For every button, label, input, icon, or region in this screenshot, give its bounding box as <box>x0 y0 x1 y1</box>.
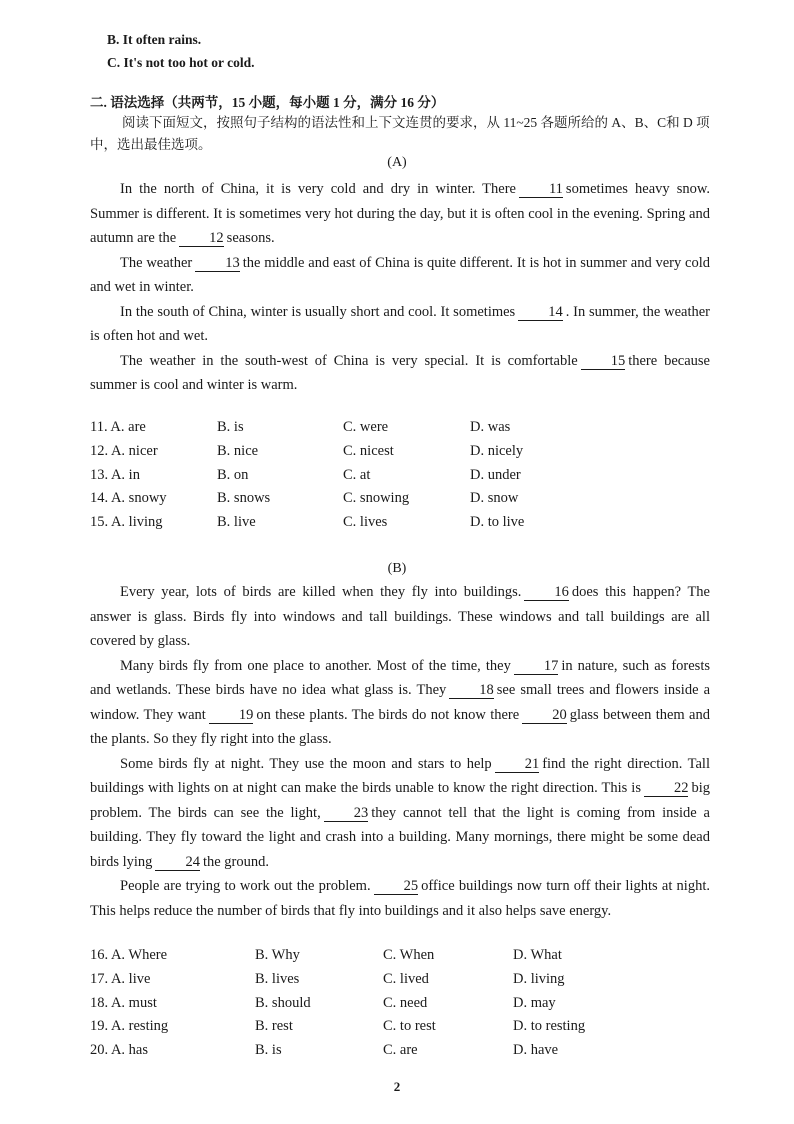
page-number: 2 <box>393 1079 401 1094</box>
passage-a-label: (A) <box>387 155 407 170</box>
passage-b-paragraph-2: Many birds fly from one place to another. Most of the time, they 17 in nature, such as forests and wetlands. These birds have no idea what glass is. They 18 see small trees and flowers inside a window. They want 19 on these plants. The birds do not know there 20 glass between them and the plants. So they fly right into the glass. <box>90 657 711 747</box>
option-a[interactable]: 14. A. snowy <box>90 490 167 507</box>
passage-a-paragraph-1: In the north of China, it is very cold and dry in winter. There 11 sometimes heavy snow. Summer is different. It is sometimes very hot during the day, but it is often cool in the evening. Spring and autumn are the 12 seasons. <box>90 181 710 246</box>
option-d[interactable]: D. have <box>513 1042 559 1059</box>
blank-15: 15 <box>581 353 626 370</box>
question-row <box>90 416 524 440</box>
option-b[interactable]: B. nice <box>217 442 259 459</box>
option-c[interactable]: C. need <box>383 994 428 1011</box>
passage-b-options <box>90 944 585 1063</box>
option-a[interactable]: 18. A. must <box>90 994 157 1011</box>
option-c[interactable]: C. snowing <box>343 490 410 507</box>
option-d[interactable]: D. may <box>513 994 556 1011</box>
blank-14: 14 <box>518 304 563 321</box>
passage-a-paragraph-3: In the south of China, winter is usually short and cool. It sometimes 14 . In summer, the weather is often hot and wet. <box>90 303 710 344</box>
option-d[interactable]: D. to resting <box>513 1018 586 1035</box>
option-c[interactable]: C. were <box>343 419 389 435</box>
option-d[interactable]: D. snow <box>470 490 519 507</box>
option-d[interactable]: D. under <box>470 466 521 483</box>
question-row <box>90 968 585 992</box>
blank-22: 22 <box>644 780 689 797</box>
option-b[interactable]: B. live <box>217 514 256 531</box>
blank-11: 11 <box>519 181 563 198</box>
option-d[interactable]: D. What <box>513 947 562 963</box>
option-b[interactable]: B. snows <box>217 490 271 507</box>
option-b[interactable]: B. on <box>217 466 249 483</box>
passage-a-options <box>90 416 524 535</box>
option-b[interactable]: B. lives <box>255 970 300 987</box>
option-c[interactable]: C. lived <box>383 970 429 987</box>
option-a[interactable]: 16. A. Where <box>90 947 168 963</box>
option-c: C. It's not too hot or cold. <box>107 55 255 70</box>
question-row <box>90 511 524 535</box>
blank-12: 12 <box>179 230 224 247</box>
option-b[interactable]: B. is <box>255 1042 282 1059</box>
option-c[interactable]: C. When <box>383 947 435 963</box>
option-a[interactable]: 20. A. has <box>90 1042 148 1059</box>
option-d[interactable]: D. nicely <box>470 442 524 459</box>
passage-b-paragraph-3: Some birds fly at night. They use the moon and stars to help 21 find the right direction. Tall buildings with lights on at night can make the birds unable to know the right direction. This is 22 big problem. The birds can see the light, 23 they cannot tell that the light is coming from inside a building. They fly toward the light and crash into a building. Many mornings, there might be some dead birds lying 24 the ground. <box>90 755 710 870</box>
option-b[interactable]: B. Why <box>255 947 300 963</box>
option-c[interactable]: C. lives <box>343 514 388 531</box>
option-a[interactable]: 17. A. live <box>90 970 151 987</box>
blank-20: 20 <box>522 707 567 724</box>
blank-19: 19 <box>209 707 254 724</box>
question-row <box>90 440 524 464</box>
section-instructions: 阅读下面短文，按照句子结构的语法性和上下文连贯的要求，从 11~25 各题所给的 A、B、C和 D 项中，选出最佳选项。 <box>90 115 710 152</box>
option-c[interactable]: C. are <box>383 1042 418 1059</box>
passage-a-paragraph-4: The weather in the south-west of China is very special. It is comfortable 15 there because summer is cool and winter is warm. <box>90 352 710 393</box>
option-a[interactable]: 12. A. nicer <box>90 442 158 459</box>
option-a[interactable]: 15. A. living <box>90 514 163 531</box>
option-d[interactable]: D. to live <box>470 514 525 531</box>
question-row <box>90 1015 585 1039</box>
question-row <box>90 1039 585 1063</box>
question-row <box>90 992 585 1016</box>
blank-17: 17 <box>514 658 559 675</box>
question-row <box>90 487 524 511</box>
option-c[interactable]: C. nicest <box>343 442 394 459</box>
section-heading: 二. 语法选择（共两节，15 小题，每小题 1 分，满分 16 分） <box>90 95 445 110</box>
passage-b-paragraph-1: Every year, lots of birds are killed when they fly into buildings. 16 does this happen? The answer is glass. Birds fly into windows and tall buildings. These windows and tall buildings are all covered by glass. <box>90 584 710 649</box>
option-a[interactable]: 13. A. in <box>90 466 140 483</box>
option-b[interactable]: B. rest <box>255 1018 293 1035</box>
option-a[interactable]: 11. A. are <box>90 419 146 435</box>
option-d[interactable]: D. was <box>470 419 511 435</box>
option-a[interactable]: 19. A. resting <box>90 1018 169 1035</box>
passage-b-paragraph-4: People are trying to work out the problem. 25 office buildings now turn off their lights at night. This helps reduce the number of birds that fly into buildings and it also helps save energy. <box>90 878 710 919</box>
option-b[interactable]: B. is <box>217 419 244 435</box>
option-b: B. It often rains. <box>107 32 202 47</box>
passage-a <box>90 177 710 398</box>
blank-18: 18 <box>449 682 494 699</box>
option-b[interactable]: B. should <box>255 994 311 1011</box>
passage-b <box>90 580 710 923</box>
passage-a-paragraph-2: The weather 13 the middle and east of China is quite different. It is hot in summer and very cold and wet in winter. <box>90 254 710 295</box>
previous-question-options <box>107 28 255 74</box>
blank-21: 21 <box>495 756 540 773</box>
passage-b-label: (B) <box>387 561 407 576</box>
blank-16: 16 <box>524 584 569 601</box>
blank-23: 23 <box>324 805 369 822</box>
blank-24: 24 <box>155 854 200 871</box>
option-c[interactable]: C. at <box>343 466 371 483</box>
blank-25: 25 <box>374 878 419 895</box>
question-row <box>90 944 585 968</box>
option-c[interactable]: C. to rest <box>383 1018 436 1035</box>
question-row <box>90 464 524 488</box>
option-d[interactable]: D. living <box>513 970 565 987</box>
blank-13: 13 <box>195 255 240 272</box>
